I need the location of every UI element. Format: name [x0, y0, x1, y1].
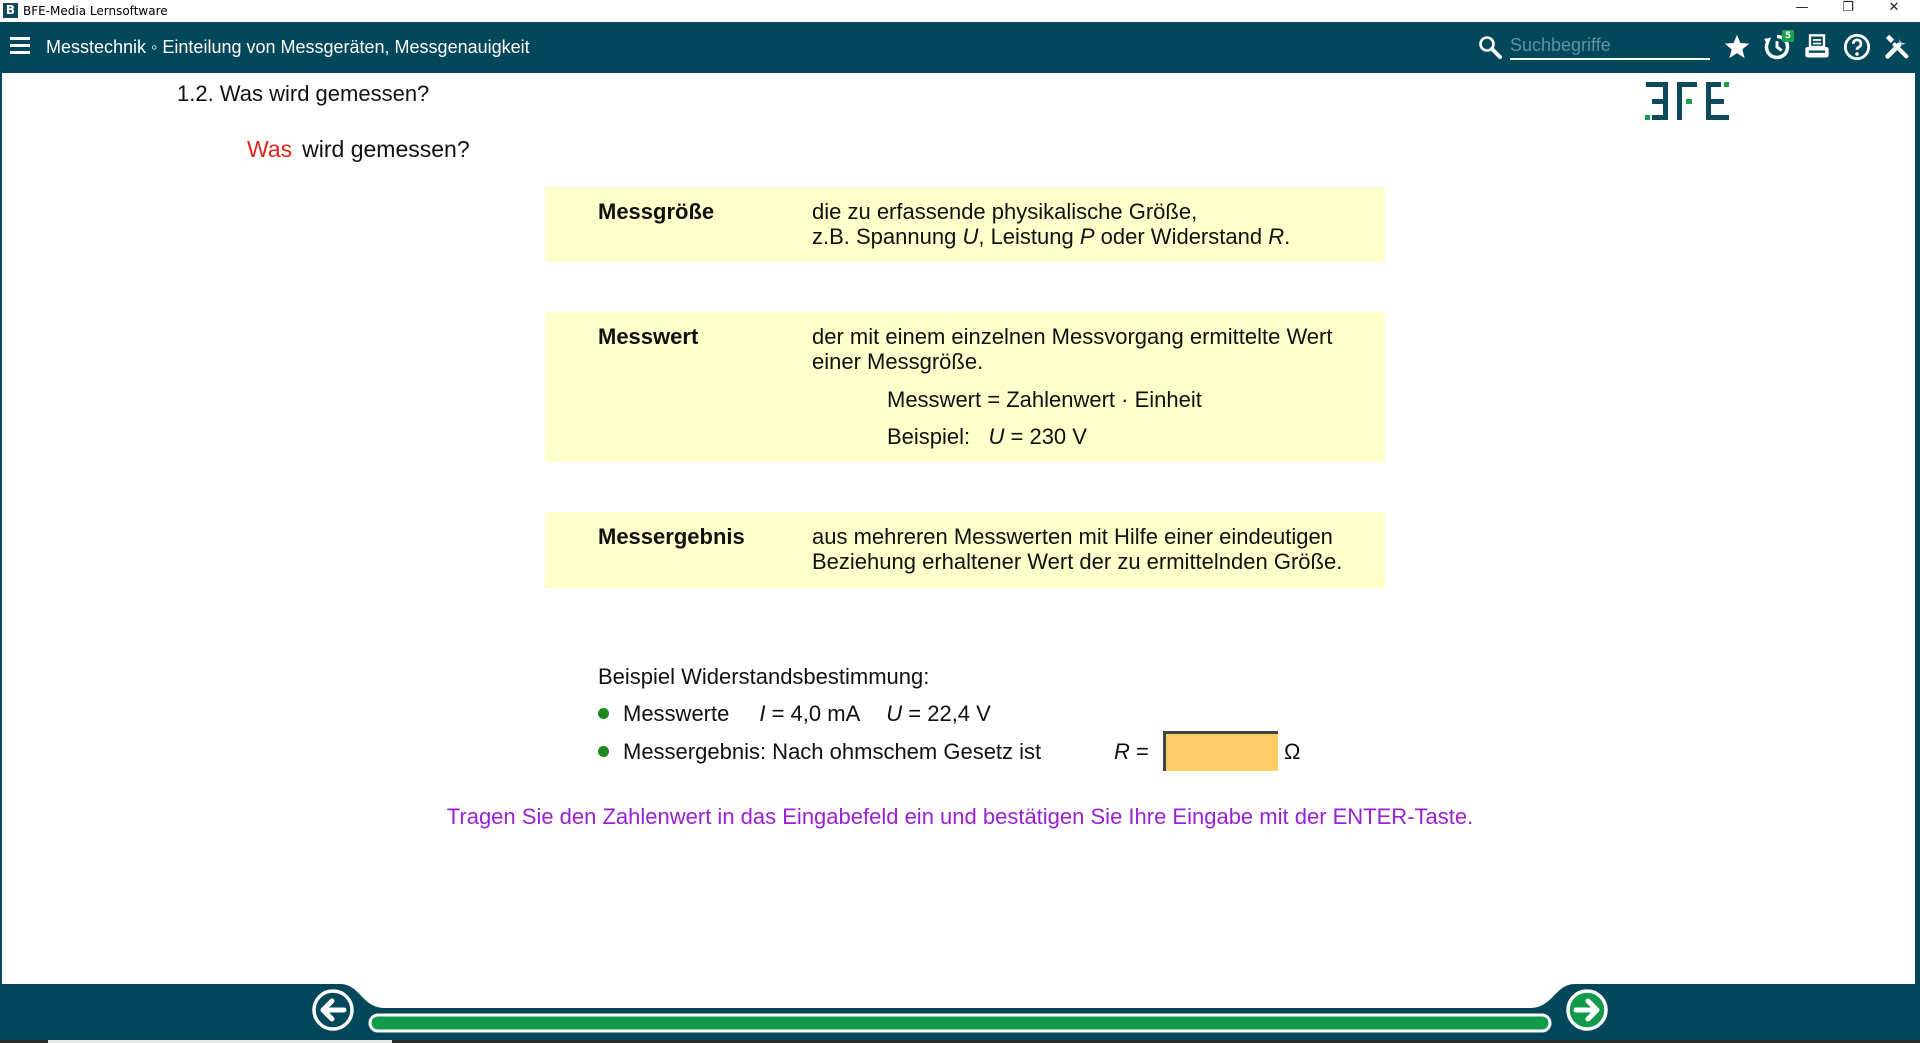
restore-button[interactable]: ❐ — [1842, 0, 1854, 15]
bullet-messwerte: Messwerte I = 4,0 mA U = 22,4 V — [598, 701, 991, 727]
page-subtitle — [247, 136, 470, 163]
favorites-star-icon[interactable] — [1723, 33, 1751, 61]
formula-example: Beispiel: U = 230 V — [887, 424, 1087, 449]
print-icon[interactable] — [1803, 33, 1831, 61]
bullet-messergebnis: Messergebnis: Nach ohmschem Gesetz ist — [598, 739, 1041, 765]
definition-term: Messwert — [598, 324, 699, 349]
example-heading: Beispiel Widerstandsbestimmung: — [598, 664, 930, 689]
bullet-dot-icon — [598, 708, 609, 719]
help-icon[interactable] — [1843, 33, 1871, 61]
definition-text: aus mehreren Messwerten mit Hilfe einer eindeutigen Beziehung erhaltener Wert der zu ermittelnden Größe. — [812, 524, 1343, 574]
frame-right-border — [1915, 73, 1920, 985]
progress-bar — [370, 1015, 1550, 1031]
ohm-unit-label: Ω — [1284, 739, 1301, 764]
window-title: BFE-Media Lernsoftware — [23, 4, 168, 18]
search-icon[interactable] — [1478, 35, 1502, 59]
back-button[interactable] — [311, 988, 355, 1032]
window-title-bar — [0, 0, 1920, 22]
definition-term: Messergebnis — [598, 524, 745, 549]
definition-box-messgroesse — [545, 187, 1385, 262]
history-count-badge: 5 — [1782, 30, 1794, 42]
resistance-answer-input[interactable] — [1163, 731, 1278, 771]
search-input[interactable] — [1510, 32, 1710, 60]
breadcrumb: Messtechnik ◦ Einteilung von Messgeräten, Messgenauigkeit — [46, 37, 530, 57]
subtitle-highlight: Was — [247, 136, 293, 162]
instruction-text: Tragen Sie den Zahlenwert in das Eingabefeld ein und bestätigen Sie Ihre Eingabe mit der ENTER-Taste. — [446, 804, 1474, 829]
section-title: 1.2. Was wird gemessen? — [177, 81, 430, 106]
formula-line: Messwert = Zahlenwert · Einheit — [887, 387, 1202, 412]
footer-nav-bar — [0, 984, 1920, 1040]
hamburger-menu-icon[interactable] — [10, 37, 30, 55]
definition-text: die zu erfassende physikalische Größe, z.B. Spannung U, Leistung P oder Widerstand R. — [812, 199, 1291, 249]
app-logo-icon: B — [3, 3, 18, 18]
tools-icon[interactable] — [1883, 33, 1911, 61]
bfe-logo — [1644, 80, 1744, 122]
subtitle-rest: wird gemessen? — [302, 136, 470, 162]
minimize-button[interactable]: — — [1795, 0, 1809, 15]
definition-term: Messgröße — [598, 199, 715, 224]
app-header — [0, 22, 1920, 73]
frame-left-border — [0, 73, 2, 985]
close-button[interactable]: ✕ — [1888, 0, 1900, 15]
next-button[interactable] — [1565, 988, 1609, 1032]
bullet-dot-icon — [598, 746, 609, 757]
definition-text: der mit einem einzelnen Messvorgang ermittelte Wert einer Messgröße. — [812, 324, 1333, 374]
r-equals-label: R = — [1114, 739, 1149, 764]
definition-box-messwert — [545, 312, 1385, 462]
definition-box-messergebnis — [545, 512, 1385, 588]
